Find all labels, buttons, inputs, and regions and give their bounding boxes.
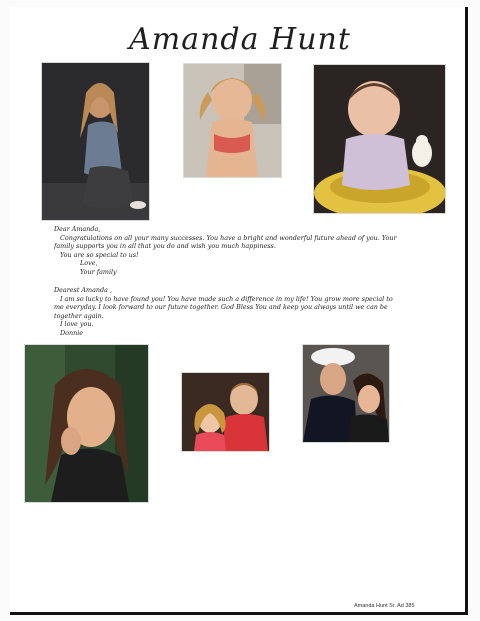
photo-baby-walker bbox=[314, 65, 445, 213]
letter1-line: family supports you in all that you do and wish you much happiness. bbox=[54, 242, 276, 251]
letter-from-family bbox=[54, 225, 434, 277]
photo-toddler-posed bbox=[42, 63, 149, 220]
page-title: Amanda Hunt bbox=[129, 22, 351, 57]
page-footer: Amanda Hunt Sr. Ad 385 bbox=[354, 603, 415, 609]
letter2-line: me everyday. I look forward to our future together. God Bless You and keep you always until we can be bbox=[54, 303, 388, 312]
letter1-signature: Your family bbox=[80, 267, 117, 276]
photo-senior-portrait bbox=[25, 345, 148, 502]
letter-from-donnie bbox=[54, 286, 434, 338]
letter2-greeting: Dearest Amanda , bbox=[54, 286, 112, 294]
photo-siblings bbox=[182, 373, 269, 451]
photo-couple-sailor bbox=[303, 345, 389, 442]
letter2-signature: Donnie bbox=[60, 328, 84, 337]
photo-toddler-swimsuit bbox=[184, 64, 281, 177]
letter2-line: I love you. bbox=[60, 320, 94, 329]
letter1-line: You are so special to us! bbox=[60, 250, 139, 259]
letter1-line: Congratulations on all your many successes. You have a bright and wonderful future ahead of you. Your bbox=[60, 233, 397, 242]
letter1-closing: Love, bbox=[80, 259, 98, 268]
letter2-line: I am so lucky to have found you! You have made such a difference in my life! You grow more special to bbox=[60, 294, 393, 303]
letter1-greeting: Dear Amanda, bbox=[54, 225, 101, 233]
letter2-line: together again. bbox=[54, 311, 104, 320]
